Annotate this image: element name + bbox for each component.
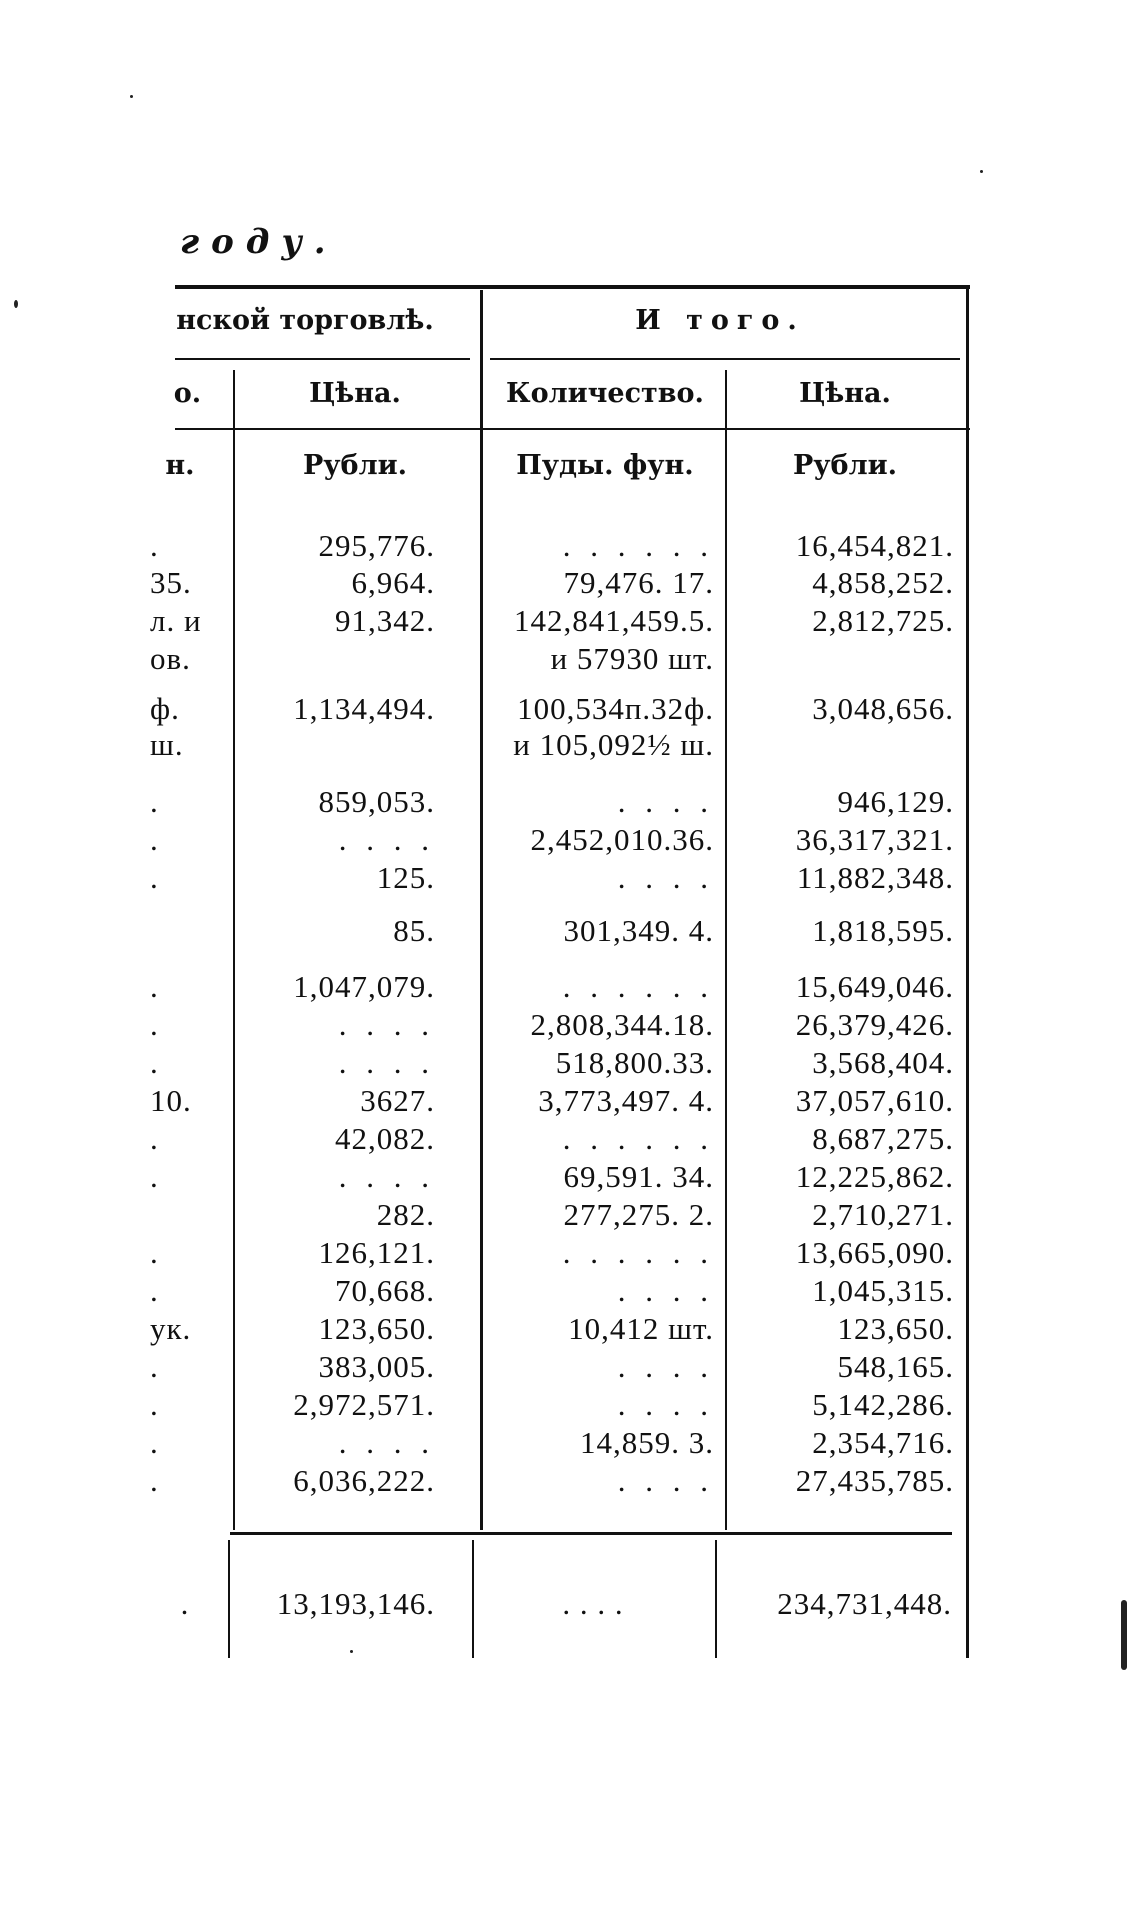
cell-col-c: . . . . (617, 1273, 714, 1308)
cell-col-b: 859,053. (318, 784, 435, 819)
totals-vrule-d (715, 1540, 717, 1658)
cell-col-c: 69,591. 34. (563, 1159, 714, 1194)
cell-col-d: 37,057,610. (795, 1083, 954, 1118)
totals-vrule-c (472, 1540, 474, 1658)
cell-col-d: 13,665,090. (795, 1235, 954, 1270)
total-col-c: . . . . (562, 1586, 624, 1621)
cell-col-d: 1,045,315. (812, 1273, 954, 1308)
scan-edge-mark (1121, 1600, 1127, 1670)
cell-col-b: 70,668. (335, 1273, 435, 1308)
cell-col-d: 8,687,275. (812, 1121, 954, 1156)
cell-col-b: 6,036,222. (293, 1463, 435, 1498)
cell-col-c: . . . . (617, 1387, 714, 1422)
cell-col-d: 2,354,716. (812, 1425, 954, 1460)
header-group-right: И того. (635, 305, 805, 336)
cell-col-d: 27,435,785. (795, 1463, 954, 1498)
cell-col-b: 1,134,494. (293, 691, 435, 726)
cell-col-d: 5,142,286. (812, 1387, 954, 1422)
cell-col-d: 11,882,348. (796, 860, 954, 895)
cell-col-b: 123,650. (318, 1311, 435, 1346)
cell-col-b: . . . . (338, 1425, 435, 1460)
top-rule (175, 285, 970, 289)
totals-vrule-b (228, 1540, 230, 1658)
cell-col-b: 295,776. (318, 528, 435, 563)
subheader-col-d: Цѣна. (799, 378, 891, 409)
subheader-col-b: Цѣна. (309, 378, 401, 409)
cell-col-c: 518,800.33. (555, 1045, 714, 1080)
cell-col-a: . (150, 1349, 164, 1384)
cell-col-d: 16,454,821. (795, 528, 954, 563)
cell-col-c: 301,349. 4. (563, 913, 714, 948)
cell-col-a: 10. (150, 1083, 192, 1118)
cell-col-b: 3627. (360, 1083, 435, 1118)
cell-col-c: . . . . (617, 784, 714, 819)
cell-col-d: 2,710,271. (812, 1197, 954, 1232)
cell-col-a: . (150, 1463, 164, 1498)
cell-col-b: . . . . (338, 1045, 435, 1080)
cell-col-a: . (150, 969, 164, 1004)
page-heading: году. (180, 222, 338, 262)
cell-col-b: 282. (376, 1197, 435, 1232)
cell-col-c: . . . . (617, 1463, 714, 1498)
cell-col-d: 3,048,656. (812, 691, 954, 726)
subheader-col-c: Количество. (506, 378, 704, 409)
cell-col-d: 946,129. (837, 784, 954, 819)
vrule-right (966, 288, 969, 1658)
total-col-d: 234,731,448. (777, 1586, 952, 1621)
cell-col-d: 3,568,404. (812, 1045, 954, 1080)
cell-col-b: 6,964. (351, 565, 435, 600)
cell-col-a: . (150, 1007, 164, 1042)
cell-col-a: . (150, 860, 164, 895)
cell-col-a: ф. (150, 691, 180, 726)
cell-col-a: ов. (150, 641, 191, 676)
cell-col-b: 42,082. (335, 1121, 435, 1156)
cell-col-d: 548,165. (837, 1349, 954, 1384)
cell-col-a: . (150, 784, 164, 819)
cell-col-a: ш. (150, 727, 184, 762)
cell-col-c: 10,412 шт. (568, 1311, 714, 1346)
total-col-a: . (180, 1586, 190, 1621)
cell-col-b: . . . . (338, 1007, 435, 1042)
units-col-c: Пуды. фун. (516, 450, 694, 481)
cell-col-c: . . . . (617, 860, 714, 895)
cell-col-d: 2,812,725. (812, 603, 954, 638)
cell-col-d: 123,650. (837, 1311, 954, 1346)
cell-col-a: . (150, 822, 164, 857)
total-col-b: 13,193,146. (276, 1586, 435, 1621)
cell-col-b: 126,121. (318, 1235, 435, 1270)
cell-col-c: . . . . . . (562, 1121, 714, 1156)
cell-col-a: . (150, 1387, 164, 1422)
cell-col-c: 2,808,344.18. (530, 1007, 714, 1042)
cell-col-c: 277,275. 2. (563, 1197, 714, 1232)
scan-speck (14, 300, 18, 308)
units-col-b: Рубли. (302, 450, 408, 481)
cell-col-c: 2,452,010.36. (530, 822, 714, 857)
units-col-d: Рубли. (792, 450, 898, 481)
cell-col-b: . . . . (338, 1159, 435, 1194)
cell-col-c: и 57930 шт. (550, 641, 714, 676)
cell-col-a: . (150, 1159, 164, 1194)
cell-col-b: 383,005. (318, 1349, 435, 1384)
cell-col-d: 15,649,046. (795, 969, 954, 1004)
cell-col-c: . . . . . . (562, 1235, 714, 1270)
scan-speck (130, 95, 133, 98)
cell-col-a: . (150, 1273, 164, 1308)
cell-col-c: и 105,092½ ш. (513, 727, 714, 762)
cell-col-c: 79,476. 17. (563, 565, 714, 600)
cell-col-d: 36,317,321. (795, 822, 954, 857)
cell-col-a: 35. (150, 565, 192, 600)
cell-col-d: 12,225,862. (795, 1159, 954, 1194)
scan-speck (980, 170, 983, 173)
header-group-left: нской торговлѣ. (176, 305, 434, 336)
subheader-col-a: о. (173, 378, 202, 409)
cell-col-a: л. и (150, 603, 202, 638)
cell-col-b: 1,047,079. (293, 969, 435, 1004)
scan-speck (350, 1650, 353, 1653)
cell-col-c: . . . . (617, 1349, 714, 1384)
cell-col-c: 3,773,497. 4. (538, 1083, 714, 1118)
cell-col-d: 26,379,426. (795, 1007, 954, 1042)
cell-col-c: . . . . . . (562, 969, 714, 1004)
cell-col-b: 125. (376, 860, 435, 895)
cell-col-c: 100,534п.32ф. (517, 691, 714, 726)
totals-rule (230, 1532, 952, 1535)
cell-col-a: . (150, 1121, 164, 1156)
subheader-rule (175, 428, 970, 430)
cell-col-a: . (150, 1425, 164, 1460)
cell-col-b: . . . . (338, 822, 435, 857)
cell-col-d: 4,858,252. (812, 565, 954, 600)
cell-col-c: 14,859. 3. (580, 1425, 714, 1460)
cell-col-d: 1,818,595. (812, 913, 954, 948)
cell-col-c: . . . . . . (562, 528, 714, 563)
cell-col-a: . (150, 1045, 164, 1080)
cell-col-a: . (150, 528, 164, 563)
cell-col-a: . (150, 1235, 164, 1270)
group-right-rule (490, 358, 960, 360)
cell-col-b: 91,342. (335, 603, 435, 638)
cell-col-a: ук. (150, 1311, 192, 1346)
cell-col-b: 85. (393, 913, 435, 948)
group-left-rule (175, 358, 470, 360)
cell-col-b: 2,972,571. (293, 1387, 435, 1422)
units-col-a: н. (165, 450, 195, 481)
cell-col-c: 142,841,459.5. (514, 603, 714, 638)
